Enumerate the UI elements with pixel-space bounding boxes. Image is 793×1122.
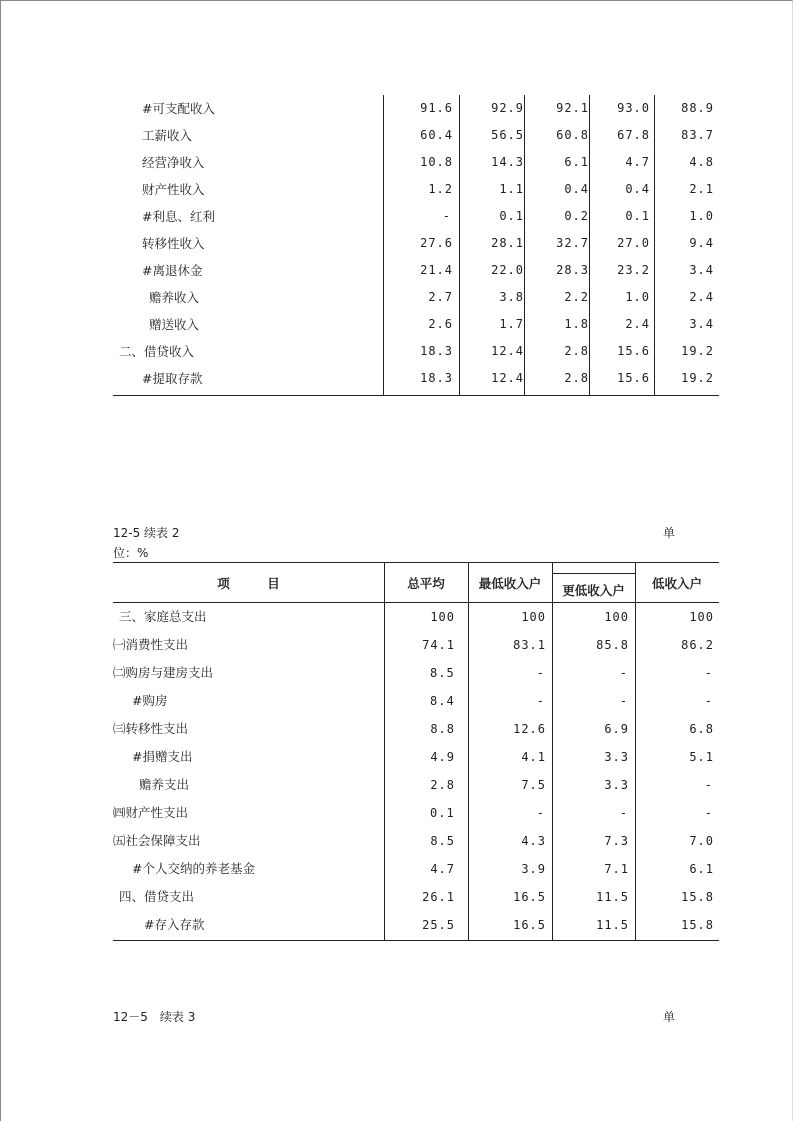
row-label: ㈤社会保障支出 bbox=[113, 833, 201, 848]
cell-value: 26.1 bbox=[422, 890, 455, 904]
cell-value: 100 bbox=[521, 610, 546, 624]
cell-value: 88.9 bbox=[681, 101, 714, 115]
cell-value: 12.6 bbox=[513, 722, 546, 736]
header-low-income: 低收入户 bbox=[651, 576, 702, 591]
table-row bbox=[113, 799, 719, 827]
cell-value: 19.2 bbox=[681, 371, 714, 385]
cell-value: - bbox=[619, 806, 628, 820]
table-row bbox=[113, 687, 719, 715]
cell-value: 21.4 bbox=[420, 263, 453, 277]
cell-value: - bbox=[619, 666, 628, 680]
row-label: 经营净收入 bbox=[142, 155, 205, 170]
cell-value: 7.0 bbox=[689, 834, 714, 848]
cell-value: 7.5 bbox=[521, 778, 546, 792]
cell-value: 0.1 bbox=[499, 209, 524, 223]
cell-value: 4.7 bbox=[430, 862, 455, 876]
table-row bbox=[113, 176, 719, 203]
cell-value: 19.2 bbox=[681, 344, 714, 358]
cell-value: 0.4 bbox=[625, 182, 650, 196]
header-total-avg: 总平均 bbox=[407, 576, 445, 591]
cell-value: 1.2 bbox=[428, 182, 453, 196]
cell-value: 2.2 bbox=[564, 290, 589, 304]
row-label: 二、借贷收入 bbox=[119, 344, 195, 359]
cell-value: 2.4 bbox=[625, 317, 650, 331]
cell-value: 60.4 bbox=[420, 128, 453, 142]
table-bottom-rule bbox=[113, 395, 719, 396]
cell-value: 11.5 bbox=[596, 918, 629, 932]
cell-value: 12.4 bbox=[491, 371, 524, 385]
table-row bbox=[113, 149, 719, 176]
cell-value: 1.7 bbox=[499, 317, 524, 331]
cell-value: 8.8 bbox=[430, 722, 455, 736]
cell-value: 4.9 bbox=[430, 750, 455, 764]
header-lower-income: 更低收入户 bbox=[562, 583, 625, 598]
cell-value: - bbox=[619, 694, 628, 708]
cell-value: 4.7 bbox=[625, 155, 650, 169]
table-row bbox=[113, 743, 719, 771]
header-item: 项 目 bbox=[217, 576, 280, 591]
cell-value: - bbox=[704, 666, 713, 680]
table-row bbox=[113, 883, 719, 911]
cell-value: 0.1 bbox=[625, 209, 650, 223]
row-label: 财产性收入 bbox=[142, 182, 205, 197]
table-row bbox=[113, 631, 719, 659]
cell-value: 2.8 bbox=[430, 778, 455, 792]
income-table-continued bbox=[113, 95, 719, 396]
table-top-rule bbox=[113, 562, 719, 563]
cell-value: 8.4 bbox=[430, 694, 455, 708]
table-row bbox=[113, 203, 719, 230]
cell-value: 93.0 bbox=[617, 101, 650, 115]
cell-value: 100 bbox=[689, 610, 714, 624]
table-row bbox=[113, 365, 719, 392]
cell-value: 4.1 bbox=[521, 750, 546, 764]
row-label: #离退休金 bbox=[142, 263, 203, 278]
cell-value: 4.3 bbox=[521, 834, 546, 848]
cell-value: 10.8 bbox=[420, 155, 453, 169]
header-lowest-income: 最低收入户 bbox=[478, 576, 542, 591]
cell-value: 5.1 bbox=[689, 750, 714, 764]
cell-value: 85.8 bbox=[596, 638, 629, 652]
row-label: #捐赠支出 bbox=[132, 749, 193, 764]
cell-value: - bbox=[704, 778, 713, 792]
table-row bbox=[113, 911, 719, 939]
table-row bbox=[113, 284, 719, 311]
cell-value: 1.1 bbox=[499, 182, 524, 196]
cell-value: 6.8 bbox=[689, 722, 714, 736]
cell-value: 1.8 bbox=[564, 317, 589, 331]
cell-value: 56.5 bbox=[491, 128, 524, 142]
cell-value: - bbox=[704, 806, 713, 820]
cell-value: 91.6 bbox=[420, 101, 453, 115]
table-row bbox=[113, 122, 719, 149]
cell-value: 18.3 bbox=[420, 371, 453, 385]
row-label: #购房 bbox=[132, 693, 168, 708]
cell-value: 83.1 bbox=[513, 638, 546, 652]
cell-value: 25.5 bbox=[422, 918, 455, 932]
cell-value: 2.4 bbox=[689, 290, 714, 304]
cell-value: 8.5 bbox=[430, 666, 455, 680]
row-label: 工薪收入 bbox=[142, 128, 193, 143]
expenditure-table bbox=[113, 562, 719, 942]
cell-value: 6.1 bbox=[689, 862, 714, 876]
table-row bbox=[113, 827, 719, 855]
row-label: 三、家庭总支出 bbox=[119, 609, 207, 624]
cell-value: 6.1 bbox=[564, 155, 589, 169]
cell-value: 14.3 bbox=[491, 155, 524, 169]
row-label: 赡养收入 bbox=[149, 290, 200, 305]
table-row bbox=[113, 855, 719, 883]
cell-value: 60.8 bbox=[556, 128, 589, 142]
cell-value: - bbox=[536, 806, 545, 820]
cell-value: 22.0 bbox=[491, 263, 524, 277]
cell-value: 0.2 bbox=[564, 209, 589, 223]
row-label: ㈠消费性支出 bbox=[113, 637, 189, 652]
row-label: ㈡购房与建房支出 bbox=[113, 665, 214, 680]
cell-value: 2.6 bbox=[428, 317, 453, 331]
row-label: #提取存款 bbox=[142, 371, 203, 386]
cell-value: 3.3 bbox=[604, 750, 629, 764]
cell-value: 7.1 bbox=[604, 862, 629, 876]
table-row bbox=[113, 659, 719, 687]
row-label: 转移性收入 bbox=[142, 236, 205, 251]
row-label: 四、借贷支出 bbox=[119, 889, 195, 904]
cell-value: 3.8 bbox=[499, 290, 524, 304]
cell-value: 32.7 bbox=[556, 236, 589, 250]
cell-value: 28.3 bbox=[556, 263, 589, 277]
table-row bbox=[113, 603, 719, 631]
cell-value: 16.5 bbox=[513, 918, 546, 932]
cell-value: 86.2 bbox=[681, 638, 714, 652]
cell-value: 7.3 bbox=[604, 834, 629, 848]
cell-value: 23.2 bbox=[617, 263, 650, 277]
cell-value: 2.1 bbox=[689, 182, 714, 196]
table-row bbox=[113, 311, 719, 338]
cell-value: 74.1 bbox=[422, 638, 455, 652]
table-row bbox=[113, 230, 719, 257]
cell-value: 9.4 bbox=[689, 236, 714, 250]
table-bottom-rule bbox=[113, 940, 719, 941]
cell-value: 28.1 bbox=[491, 236, 524, 250]
cell-value: 18.3 bbox=[420, 344, 453, 358]
cell-value: - bbox=[442, 209, 451, 223]
cell-value: 11.5 bbox=[596, 890, 629, 904]
cell-value: 100 bbox=[430, 610, 455, 624]
row-label: #利息、红利 bbox=[142, 209, 215, 224]
cell-value: 15.6 bbox=[617, 344, 650, 358]
table-row bbox=[113, 95, 719, 122]
table-row bbox=[113, 715, 719, 743]
table-caption: 12-5 续表 2 bbox=[113, 526, 180, 540]
cell-value: 27.0 bbox=[617, 236, 650, 250]
row-label: #存入存款 bbox=[144, 917, 205, 932]
cell-value: 16.5 bbox=[513, 890, 546, 904]
cell-value: 3.4 bbox=[689, 263, 714, 277]
cell-value: 15.8 bbox=[681, 890, 714, 904]
cell-value: 3.3 bbox=[604, 778, 629, 792]
cell-value: 4.8 bbox=[689, 155, 714, 169]
cell-value: 15.8 bbox=[681, 918, 714, 932]
row-label: 赠送收入 bbox=[149, 317, 200, 332]
unit-label: 单 bbox=[663, 1010, 676, 1024]
table-caption: 12－5 续表 3 bbox=[113, 1010, 196, 1024]
cell-value: 3.9 bbox=[521, 862, 546, 876]
cell-value: 67.8 bbox=[617, 128, 650, 142]
unit-label: 单 bbox=[663, 526, 676, 540]
cell-value: 1.0 bbox=[689, 209, 714, 223]
cell-value: - bbox=[536, 666, 545, 680]
cell-value: 2.7 bbox=[428, 290, 453, 304]
cell-value: 6.9 bbox=[604, 722, 629, 736]
cell-value: 100 bbox=[604, 610, 629, 624]
row-label: #可支配收入 bbox=[142, 101, 215, 116]
cell-value: 15.6 bbox=[617, 371, 650, 385]
row-label: 赡养支出 bbox=[139, 777, 190, 792]
cell-value: 3.4 bbox=[689, 317, 714, 331]
row-label: #个人交纳的养老基金 bbox=[132, 861, 255, 876]
row-label: ㈢转移性支出 bbox=[113, 721, 189, 736]
cell-value: 27.6 bbox=[420, 236, 453, 250]
cell-value: 2.8 bbox=[564, 371, 589, 385]
cell-value: 83.7 bbox=[681, 128, 714, 142]
cell-value: 0.1 bbox=[430, 806, 455, 820]
row-label: ㈣财产性支出 bbox=[113, 805, 189, 820]
cell-value: - bbox=[704, 694, 713, 708]
cell-value: 0.4 bbox=[564, 182, 589, 196]
cell-value: 2.8 bbox=[564, 344, 589, 358]
cell-value: 1.0 bbox=[625, 290, 650, 304]
cell-value: - bbox=[536, 694, 545, 708]
cell-value: 8.5 bbox=[430, 834, 455, 848]
unit-label-continued: 位：% bbox=[113, 546, 149, 560]
table-row bbox=[113, 257, 719, 284]
cell-value: 12.4 bbox=[491, 344, 524, 358]
table-row bbox=[113, 771, 719, 799]
cell-value: 92.9 bbox=[491, 101, 524, 115]
table-row bbox=[113, 338, 719, 365]
cell-value: 92.1 bbox=[556, 101, 589, 115]
